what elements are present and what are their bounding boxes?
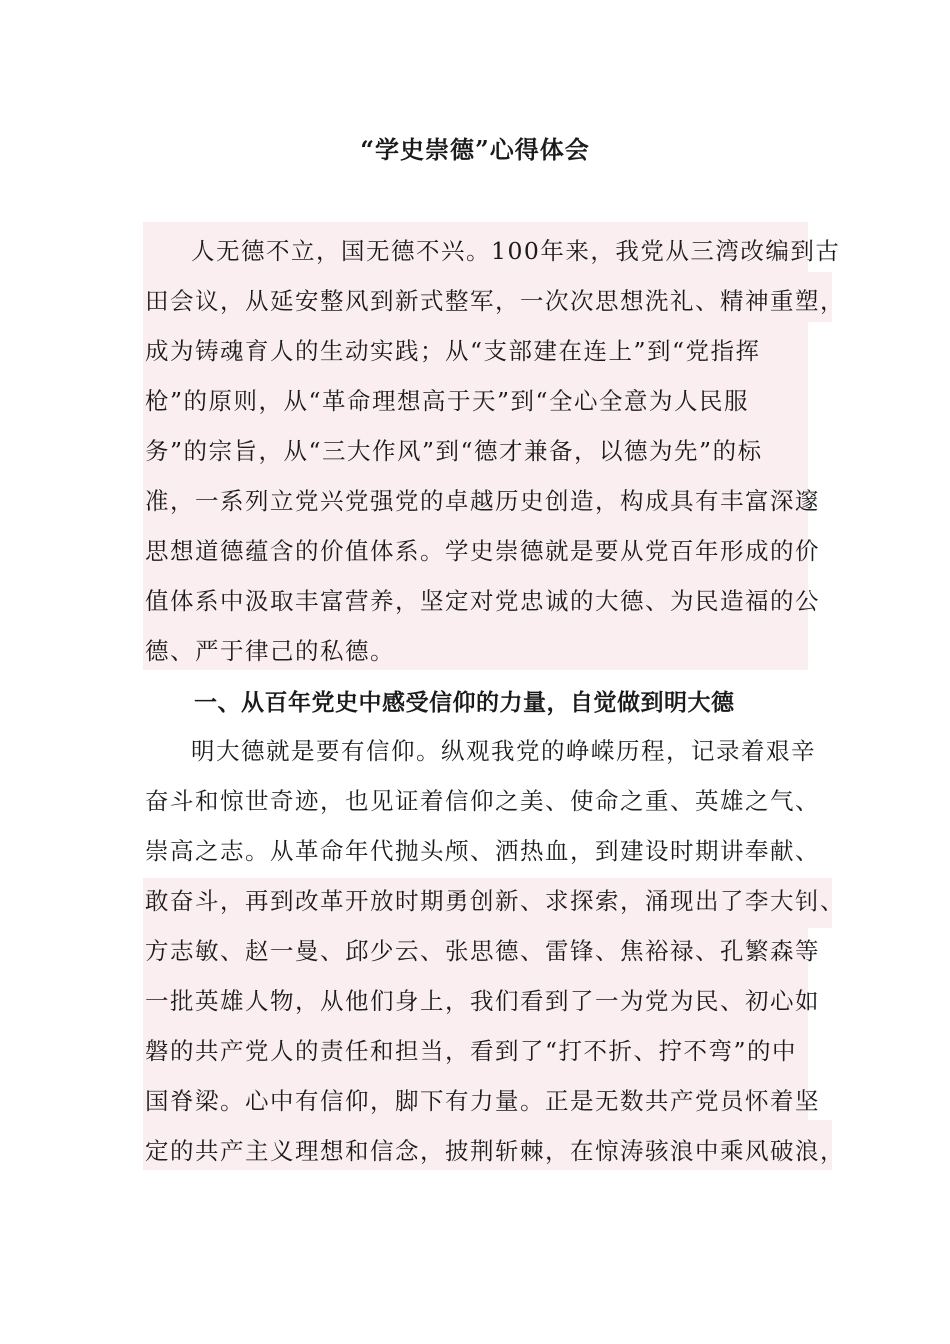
text-line: 准，一系列立党兴党强党的卓越历史创造，构成具有丰富深邃: [145, 487, 820, 515]
text-line: 成为铸魂育人的生动实践；从“支部建在连上”到“党指挥: [145, 337, 761, 365]
text-line: 一批英雄人物，从他们身上，我们看到了一为党为民、初心如: [145, 987, 820, 1015]
section-heading: 一、从百年党史中感受信仰的力量，自觉做到明大德: [194, 689, 735, 716]
text-line: 奋斗和惊世奇迹，也见证着信仰之美、使命之重、英雄之气、: [145, 787, 820, 815]
text-line: 田会议，从延安整风到新式整军，一次次思想洗礼、精神重塑，: [145, 287, 845, 315]
text-line: 敢奋斗，再到改革开放时期勇创新、求探索，涌现出了李大钊、: [145, 887, 845, 915]
text-line: 国脊梁。心中有信仰，脚下有力量。正是无数共产党员怀着坚: [145, 1087, 820, 1115]
text-line: 人无德不立，国无德不兴。100年来，我党从三湾改编到古: [191, 237, 841, 265]
document-title: “学史崇德”心得体会: [360, 135, 590, 164]
text-line: 务”的宗旨，从“三大作风”到“德才兼备，以德为先”的标: [145, 437, 763, 465]
text-line: 值体系中汲取丰富营养，坚定对党忠诚的大德、为民造福的公: [145, 587, 820, 615]
text-line: 思想道德蕴含的价值体系。学史崇德就是要从党百年形成的价: [145, 537, 820, 565]
text-line: 定的共产主义理想和信念，披荆斩棘，在惊涛骇浪中乘风破浪，: [145, 1137, 845, 1165]
text-line: 德、严于律己的私德。: [145, 637, 395, 665]
text-line: 方志敏、赵一曼、邱少云、张思德、雷锋、焦裕禄、孔繁森等: [145, 937, 820, 965]
text-line: 崇高之志。从革命年代抛头颅、洒热血，到建设时期讲奉献、: [145, 837, 820, 865]
text-line: 磐的共产党人的责任和担当，看到了“打不折、拧不弯”的中: [145, 1037, 798, 1065]
text-line: 明大德就是要有信仰。纵观我党的峥嵘历程，记录着艰辛: [191, 737, 816, 765]
text-line: 枪”的原则，从“革命理想高于天”到“全心全意为人民服: [145, 387, 750, 415]
